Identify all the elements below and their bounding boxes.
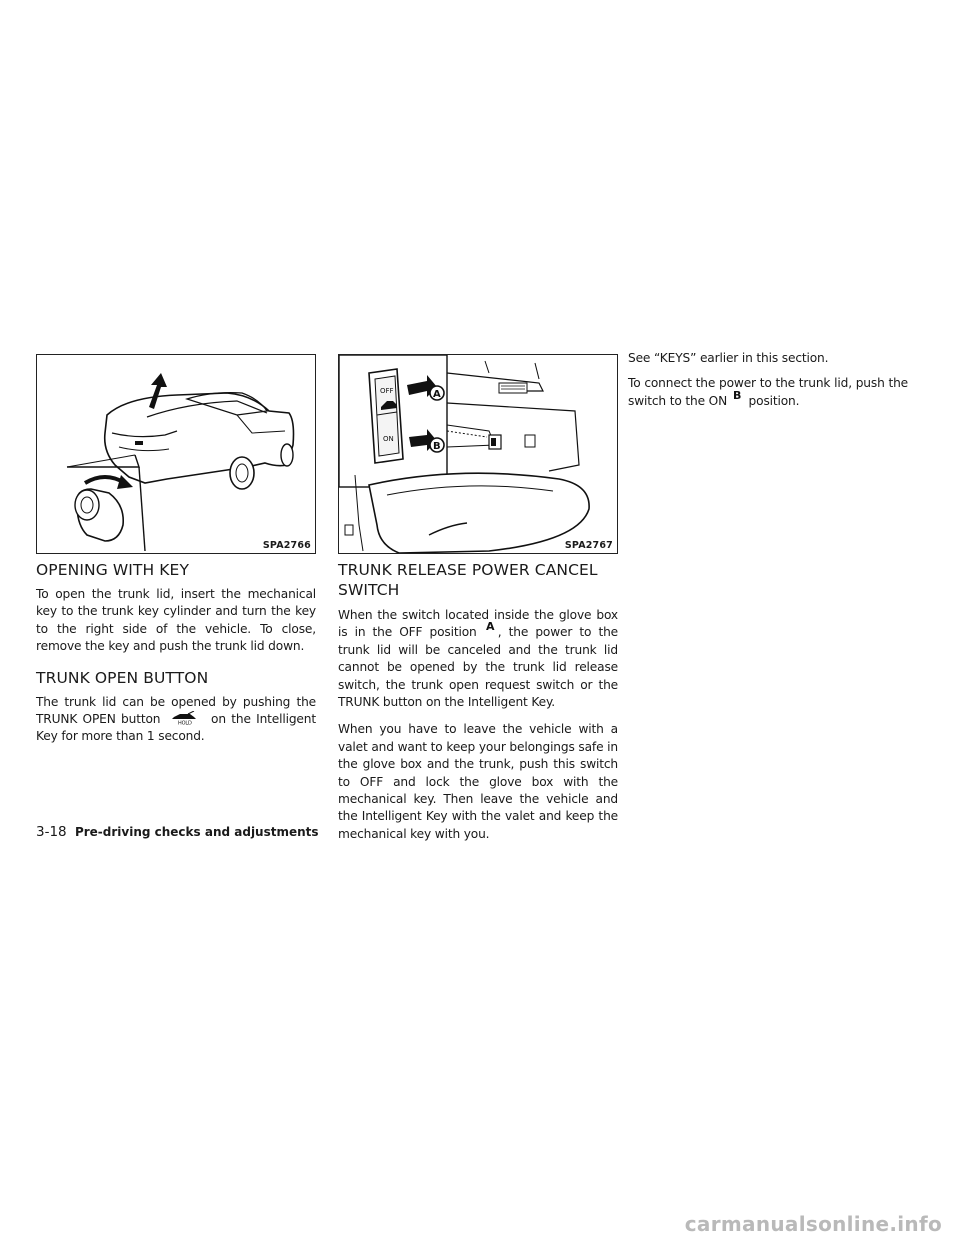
see-keys-text: See “KEYS” earlier in this section. — [628, 351, 829, 365]
text-before-icon: The trunk lid can be opened by pushing the TRUNK OPEN button — [36, 694, 316, 727]
section-title: Pre-driving checks and adjustments — [74, 825, 319, 839]
connect-power-text — [628, 375, 908, 410]
figure-code: SPA2766 — [262, 540, 311, 551]
left-column — [36, 354, 316, 746]
switch-on-label: ON — [383, 435, 394, 443]
figure-trunk-key — [36, 354, 316, 554]
figure-glove-box-switch — [338, 354, 618, 554]
heading-opening-with-key: OPENING WITH KEY — [36, 561, 190, 579]
middle-column — [338, 354, 618, 843]
switch-off-label: OFF — [380, 387, 394, 395]
marker-b-label: B — [732, 388, 742, 401]
p2-before: To connect the power to the trunk lid, push the switch to the ON — [628, 376, 908, 408]
marker-a-icon — [486, 620, 496, 632]
callout-b: B — [433, 441, 441, 452]
p1-after: , the power to the trunk lid will be canceled and the trunk lid cannot be opened by the trunk lid release switch, the trunk open request switch or the TRUNK button on the Intelligent Key. — [338, 625, 619, 710]
trunk-release-text-1 — [338, 607, 618, 711]
hold-label: HOLD — [177, 720, 192, 726]
text-after-icon: on the Intelligent Key for more than 1 second. — [36, 712, 316, 744]
heading-trunk-open-button: TRUNK OPEN BUTTON — [36, 668, 209, 687]
marker-b-icon — [733, 389, 743, 401]
figure-code: SPA2767 — [564, 540, 613, 551]
right-column — [628, 350, 908, 410]
p1-before: When the switch located inside the glove box is in the OFF position — [338, 608, 618, 640]
watermark: carmanualsonline.info — [684, 1212, 942, 1236]
page-footer — [36, 824, 319, 840]
glove-box-illustration — [339, 355, 617, 553]
p2-after: position. — [748, 393, 800, 408]
page-number: 3-18 — [36, 824, 67, 840]
trunk-release-text-2: When you have to leave the vehicle with a valet and want to keep your belongings safe in the glove box and the trunk, push this switch to OFF and lock the glove box with the mechanical key. Then leave the vehicle and the Intelligent Key with the valet and keep the mechanical key with you. — [338, 722, 618, 841]
marker-a-label: A — [485, 620, 495, 633]
car-trunk-illustration — [37, 355, 315, 553]
callout-a: A — [433, 389, 441, 400]
trunk-open-hold-icon — [166, 711, 206, 725]
opening-with-key-text: To open the trunk lid, insert the mechanical key to the trunk key cylinder and turn the key to the right side of the vehicle. To close, remove the key and push the trunk lid down. — [36, 587, 316, 654]
trunk-open-button-text — [36, 694, 316, 746]
heading-trunk-release: TRUNK RELEASE POWER CANCEL SWITCH — [338, 561, 598, 599]
